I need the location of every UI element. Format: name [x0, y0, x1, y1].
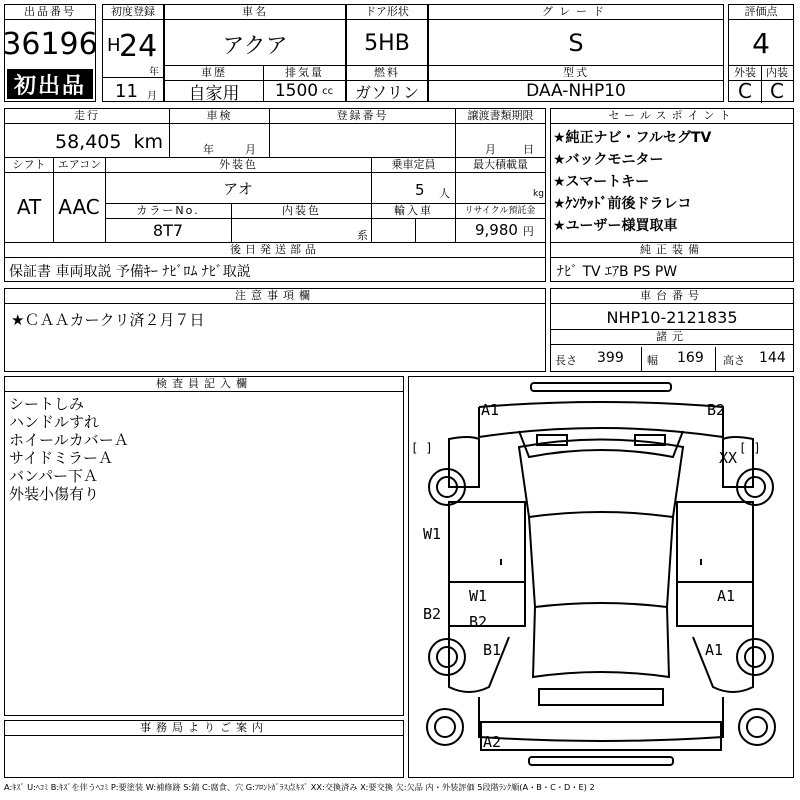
later-parts-label: 後日発送部品: [5, 243, 545, 258]
color-no-label: カラーNo.: [105, 204, 231, 219]
inspector-note: バンパー下Ａ: [9, 467, 98, 485]
inspector-label: 検査員記入欄: [5, 377, 403, 392]
recycle-fee: 9,980: [475, 221, 518, 239]
color-label: 外装色: [105, 158, 371, 173]
equipment-label: 純正装備: [551, 243, 793, 258]
disp-label: 排気量: [263, 66, 345, 81]
damage-mark: B2: [423, 605, 442, 623]
sales-point: ★純正ナビ・フルセグTV: [553, 130, 712, 146]
registration-label: 初度登録: [103, 5, 163, 20]
model-code: DAA-NHP10: [526, 81, 626, 101]
sales-point: ★ｹﾝｳｯﾄﾞ前後ドラレコ: [553, 196, 692, 212]
insp-year-unit: 年: [203, 143, 214, 156]
sales-points-box: [550, 108, 794, 282]
ext-label: 外装: [729, 66, 761, 81]
grade-box: [428, 4, 724, 102]
plate-label: 登録番号: [269, 109, 455, 124]
office-label: 事務局よりご案内: [5, 721, 403, 736]
history-label: 車歴: [165, 66, 263, 81]
chassis-box: [550, 288, 794, 372]
model-label: 型式: [429, 66, 723, 81]
sales-point: ★スマートキー: [553, 174, 650, 190]
mileage: 58,405: [55, 131, 122, 153]
width: 169: [677, 350, 704, 366]
bracket-left: [ ]: [411, 441, 433, 455]
inspector-note: ホイールカバーＡ: [9, 431, 129, 449]
disp-unit: cc: [322, 85, 334, 97]
air-conditioner: AAC: [58, 195, 100, 219]
ac-label: エアコン: [53, 158, 105, 173]
damage-mark: A2: [483, 733, 502, 751]
inspector-note: サイドミラーＡ: [9, 449, 113, 467]
month-unit: 月: [147, 91, 157, 102]
inspector-note: シートしみ: [9, 395, 85, 413]
recycle-unit: 円: [522, 225, 534, 238]
load-label: 最大積載量: [455, 158, 545, 173]
reg-year: 24: [119, 29, 158, 64]
capacity: 5: [415, 181, 425, 199]
transfer-month-unit: 月: [485, 143, 496, 156]
int-label: 内装: [761, 66, 793, 81]
capacity-label: 乗車定員: [371, 158, 455, 173]
height: 144: [759, 350, 786, 366]
damage-mark: A1: [705, 641, 724, 659]
damage-mark: W1: [469, 587, 488, 605]
interior-unit: 系: [357, 229, 368, 242]
notes-box: [4, 288, 546, 372]
inspector-box: [4, 376, 404, 716]
displacement: 1500: [274, 81, 319, 101]
spec-grid: [4, 108, 546, 282]
score-box: [728, 4, 794, 102]
chassis-number: NHP10-2121835: [606, 307, 738, 327]
load-unit: kg: [533, 189, 544, 199]
damage-mark: B2: [469, 613, 488, 631]
year-unit: 年: [149, 67, 159, 78]
damage-mark: A1: [481, 401, 500, 419]
shift: AT: [16, 195, 42, 219]
car-name: アクア: [222, 33, 288, 59]
ext-grade: C: [738, 79, 752, 103]
dims-label: 諸元: [551, 330, 793, 345]
sales-point: ★バックモニター: [553, 152, 664, 168]
first-listing-badge: 初出品: [7, 69, 93, 99]
damage-diagram: [408, 376, 794, 778]
era: H: [107, 35, 121, 56]
door-type: 5HB: [364, 30, 410, 56]
insp-month-unit: 月: [245, 143, 256, 156]
door-label: ドア形状: [347, 5, 427, 20]
inspection-label: 車検: [169, 109, 269, 124]
registration-box: [102, 4, 164, 102]
damage-mark: W1: [423, 525, 442, 543]
damage-mark: B2: [707, 401, 726, 419]
history: 自家用: [188, 83, 240, 104]
score-label: 評価点: [729, 5, 793, 20]
damage-mark: XX: [719, 449, 738, 467]
length-label: 長さ: [555, 354, 577, 367]
reg-month: 11: [115, 81, 138, 102]
exterior-color: アオ: [223, 179, 253, 198]
sales-point: ★ユーザー様買取車: [553, 218, 678, 234]
grade: S: [568, 29, 584, 57]
notes-label: 注意事項欄: [5, 289, 545, 304]
transfer-label: 譲渡書類期限: [455, 109, 545, 124]
transfer-day-unit: 日: [523, 143, 534, 156]
height-label: 高さ: [723, 354, 745, 367]
name-label: 車名: [165, 5, 345, 20]
notes-text: ★ＣＡＡカークリ済２月７日: [11, 311, 205, 329]
fuel: ガソリン: [354, 82, 419, 102]
office-box: [4, 720, 404, 778]
interior-label: 内装色: [231, 204, 371, 219]
fuel-label: 燃料: [347, 66, 427, 81]
mileage-unit: km: [133, 131, 164, 153]
length: 399: [597, 350, 624, 366]
car-outline-diagram: [409, 377, 793, 777]
inspector-note: 外装小傷有り: [9, 485, 100, 503]
door-box: [346, 4, 428, 102]
lot-label: 出品番号: [5, 5, 95, 20]
color-number: 8T7: [152, 220, 184, 240]
capacity-unit: 人: [439, 187, 450, 200]
damage-legend: A:ｷｽﾞ U:ﾍｺﾐ B:ｷｽﾞを伴うﾍｺﾐ P:要塗装 W:補修跡 S:錆 C:腐食、穴 G:ﾌﾛﾝﾄｶﾞﾗｽ点ｷｽﾞ XX:交換済み X:要交換 欠:欠品 内・外装評価 5段階ﾗﾝｸ順(A・B・C・D・E) 2: [4, 782, 595, 792]
int-grade: C: [770, 79, 784, 103]
inspector-note: ハンドルすれ: [9, 413, 100, 431]
sales-label: セールスポイント: [551, 109, 793, 124]
damage-mark: B1: [483, 641, 502, 659]
lot-box: [4, 4, 96, 102]
lot-number: 36196: [2, 26, 98, 62]
chassis-label: 車台番号: [551, 289, 793, 304]
score: 4: [752, 26, 770, 60]
later-parts: 保証書 車両取説 予備ｷｰ ﾅﾋﾞﾛﾑ ﾅﾋﾞ取説: [9, 264, 251, 280]
width-label: 幅: [647, 354, 658, 367]
grade-label: グレード: [429, 5, 723, 20]
mileage-label: 走行: [5, 109, 169, 124]
shift-label: シフト: [5, 158, 53, 173]
import-label: 輸入車: [371, 204, 455, 219]
equipment: ﾅﾋﾞ TV ｴｱB PS PW: [557, 264, 678, 280]
damage-mark: A1: [717, 587, 736, 605]
recycle-label: リサイクル預託金: [455, 204, 545, 219]
bracket-right: [ ]: [739, 441, 761, 455]
car-name-box: [164, 4, 346, 102]
